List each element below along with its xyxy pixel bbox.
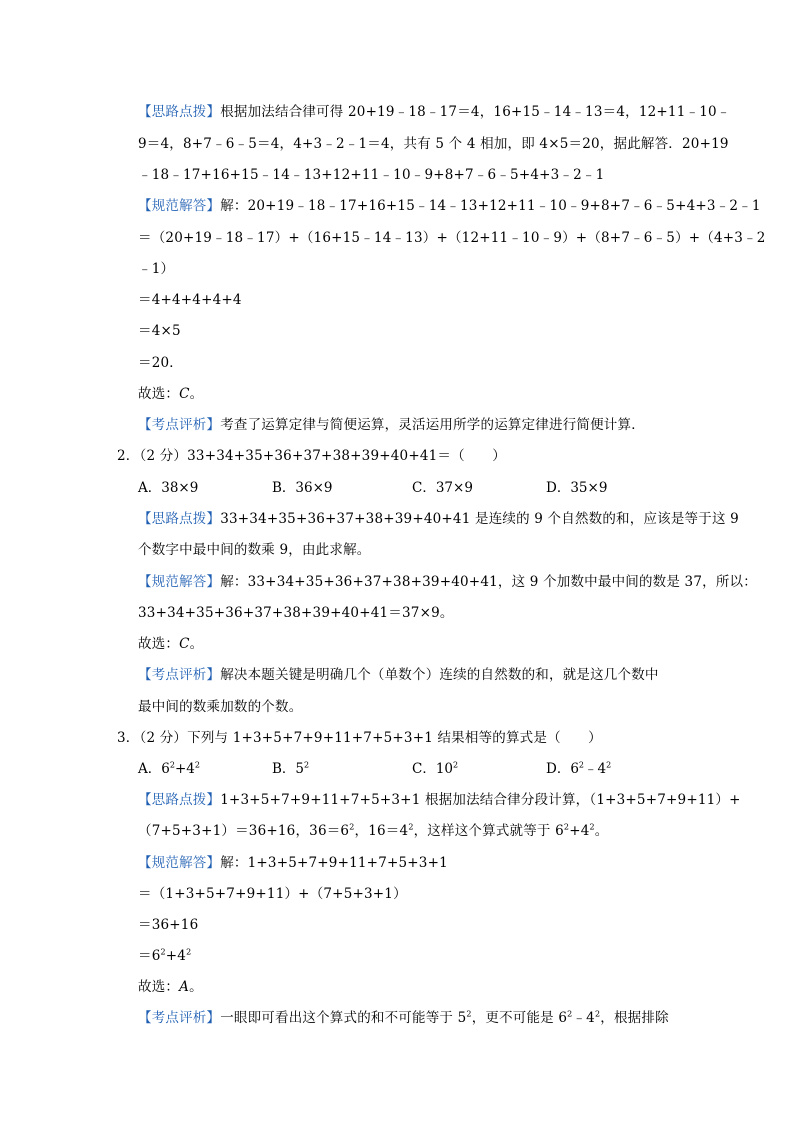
answer-tag: 【规范解答】	[138, 855, 221, 871]
text-line: （7+5+3+1）＝36+16，$36=6^2$，$16=4^2$，这样这个算式就等于 $6^2+4^2$。	[138, 822, 609, 839]
text-line: ＝（1+3+5+7+9+11）+（7+5+3+1）	[138, 886, 407, 902]
review-tag: 【考点评析】	[138, 667, 221, 683]
option-a: A．$6^2+4^2$	[138, 760, 200, 777]
choice-line: 故选：C。	[138, 636, 204, 652]
question-stem: 2．（2 分）33+34+35+36+37+38+39+40+41＝（ ）	[117, 448, 506, 464]
review-line: 【考点评析】一眼即可看出这个算式的和不可能等于 $5^2$，更不可能是 $6^2﹣4^2$，根据排除	[138, 1009, 669, 1026]
answer-line: 【规范解答】解：1+3+5+7+9+11+7+5+3+1	[138, 855, 448, 871]
review-tag: 【考点评析】	[138, 1010, 221, 1026]
text-line: 9＝4，8+7﹣6﹣5＝4，4+3﹣2﹣1＝4，共有 5 个 4 相加，即 4×5＝20，据此解答．20+19	[138, 136, 729, 152]
option-d: D．35×9	[546, 480, 608, 496]
text-line: $=6^2+4^2$	[138, 947, 192, 964]
text-line: 个数字中最中间的数乘 9，由此求解。	[138, 542, 371, 558]
review-line: 【考点评析】解决本题关键是明确几个（单数个）连续的自然数的和，就是这几个数中	[138, 667, 659, 683]
text-line: ＝（20+19﹣18﹣17）+（16+15﹣14﹣13）+（12+11﹣10﹣9）+（8+7﹣6﹣5）+（4+3﹣2	[138, 230, 766, 246]
text-line: 最中间的数乘加数的个数。	[138, 699, 303, 715]
hint-tag: 【思路点拨】	[138, 511, 221, 527]
choice-line: 故选：A。	[138, 979, 203, 995]
text-line: ﹣18﹣17+16+15﹣14﹣13+12+11﹣10﹣9+8+7﹣6﹣5+4+3﹣2﹣1	[138, 167, 605, 183]
text-line: 33+34+35+36+37+38+39+40+41＝37×9。	[138, 605, 454, 621]
text-line: ﹣1）	[138, 261, 175, 277]
review-tag: 【考点评析】	[138, 417, 221, 433]
hint-line: 【思路点拨】1+3+5+7+9+11+7+5+3+1 根据加法结合律分段计算，（1+3+5+7+9+11）+	[138, 792, 741, 808]
hint-line: 【思路点拨】33+34+35+36+37+38+39+40+41 是连续的 9 个自然数的和，应该是等于这 9	[138, 511, 739, 527]
option-c: C．37×9	[412, 480, 473, 496]
question-stem: 3．（2 分）下列与 1+3+5+7+9+11+7+5+3+1 结果相等的算式是（ ）	[117, 730, 602, 746]
text-line: ＝4×5	[138, 323, 181, 339]
hint-tag: 【思路点拨】	[138, 792, 221, 808]
answer-line: 【规范解答】解：20+19﹣18﹣17+16+15﹣14﹣13+12+11﹣10﹣9+8+7﹣6﹣5+4+3﹣2﹣1	[138, 198, 761, 214]
answer-tag: 【规范解答】	[138, 574, 221, 590]
answer-tag: 【规范解答】	[138, 198, 221, 214]
text-line: ＝4+4+4+4+4	[138, 292, 242, 308]
review-line: 【考点评析】考查了运算定律与简便运算，灵活运用所学的运算定律进行简便计算．	[138, 417, 645, 433]
option-b: B．36×9	[272, 480, 333, 496]
answer-line: 【规范解答】解：33+34+35+36+37+38+39+40+41，这 9 个加数中最中间的数是 37，所以：	[138, 574, 757, 590]
option-c: C．$10^2$	[412, 760, 459, 777]
hint-line: 【思路点拨】根据加法结合律可得 20+19﹣18﹣17＝4，16+15﹣14﹣13＝4，12+11﹣10﹣	[138, 104, 731, 120]
text-line: ＝36+16	[138, 917, 199, 933]
text-line: ＝20．	[138, 355, 183, 371]
option-d: D．$6^2﹣4^2$	[546, 760, 612, 777]
choice-line: 故选：C。	[138, 386, 204, 402]
hint-tag: 【思路点拨】	[138, 104, 221, 120]
option-b: B．$5^2$	[272, 760, 310, 777]
option-a: A．38×9	[138, 480, 199, 496]
